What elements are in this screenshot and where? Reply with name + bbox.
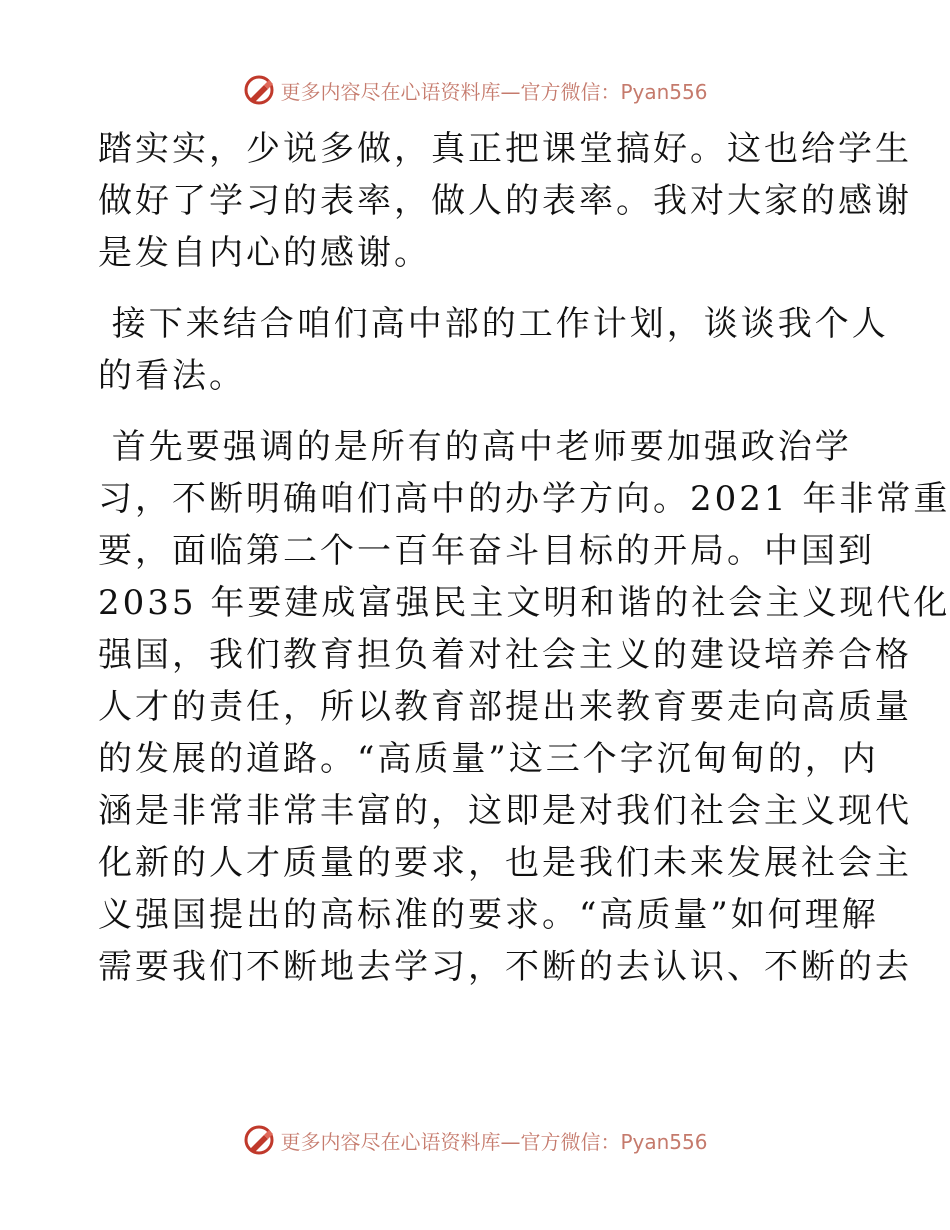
text-line: 化新的人才质量的要求，也是我们未来发展社会主 — [98, 843, 912, 883]
paragraph-2 — [98, 298, 889, 402]
paragraph-3 — [98, 421, 950, 993]
text-line: 的看法。 — [98, 356, 246, 396]
pen-logo-icon — [242, 73, 276, 107]
footer-watermark — [0, 1120, 950, 1160]
pen-logo-icon — [242, 1123, 276, 1157]
text-line: 2035 年要建成富强民主文明和谐的社会主义现代化 — [98, 583, 950, 623]
header-watermark-text: 更多内容尽在心语资料库—官方微信：Pyan556 — [280, 79, 708, 104]
document-body — [98, 123, 950, 1012]
text-line: 习，不断明确咱们高中的办学方向。2021 年非常重 — [98, 479, 950, 519]
text-line: 的发展的道路。“高质量”这三个字沉甸甸的，内 — [98, 739, 879, 779]
text-line: 需要我们不断地去学习，不断的去认识、不断的去 — [98, 947, 912, 987]
text-line: 强国，我们教育担负着对社会主义的建设培养合格 — [98, 635, 912, 675]
text-line: 首先要强调的是所有的高中老师要加强政治学 — [98, 427, 852, 467]
header-watermark — [0, 70, 950, 110]
text-line: 要，面临第二个一百年奋斗目标的开局。中国到 — [98, 531, 875, 571]
text-line: 涵是非常非常丰富的，这即是对我们社会主义现代 — [98, 791, 912, 831]
footer-watermark-text: 更多内容尽在心语资料库—官方微信：Pyan556 — [280, 1129, 708, 1154]
text-line: 义强国提出的高标准的要求。“高质量”如何理解 — [98, 895, 879, 935]
text-line: 人才的责任，所以教育部提出来教育要走向高质量 — [98, 687, 912, 727]
paragraph-1 — [98, 123, 912, 279]
text-line: 是发自内心的感谢。 — [98, 233, 431, 273]
text-line: 踏实实，少说多做，真正把课堂搞好。这也给学生 — [98, 129, 912, 169]
text-line: 接下来结合咱们高中部的工作计划，谈谈我个人 — [98, 304, 889, 344]
text-line: 做好了学习的表率，做人的表率。我对大家的感谢 — [98, 181, 912, 221]
